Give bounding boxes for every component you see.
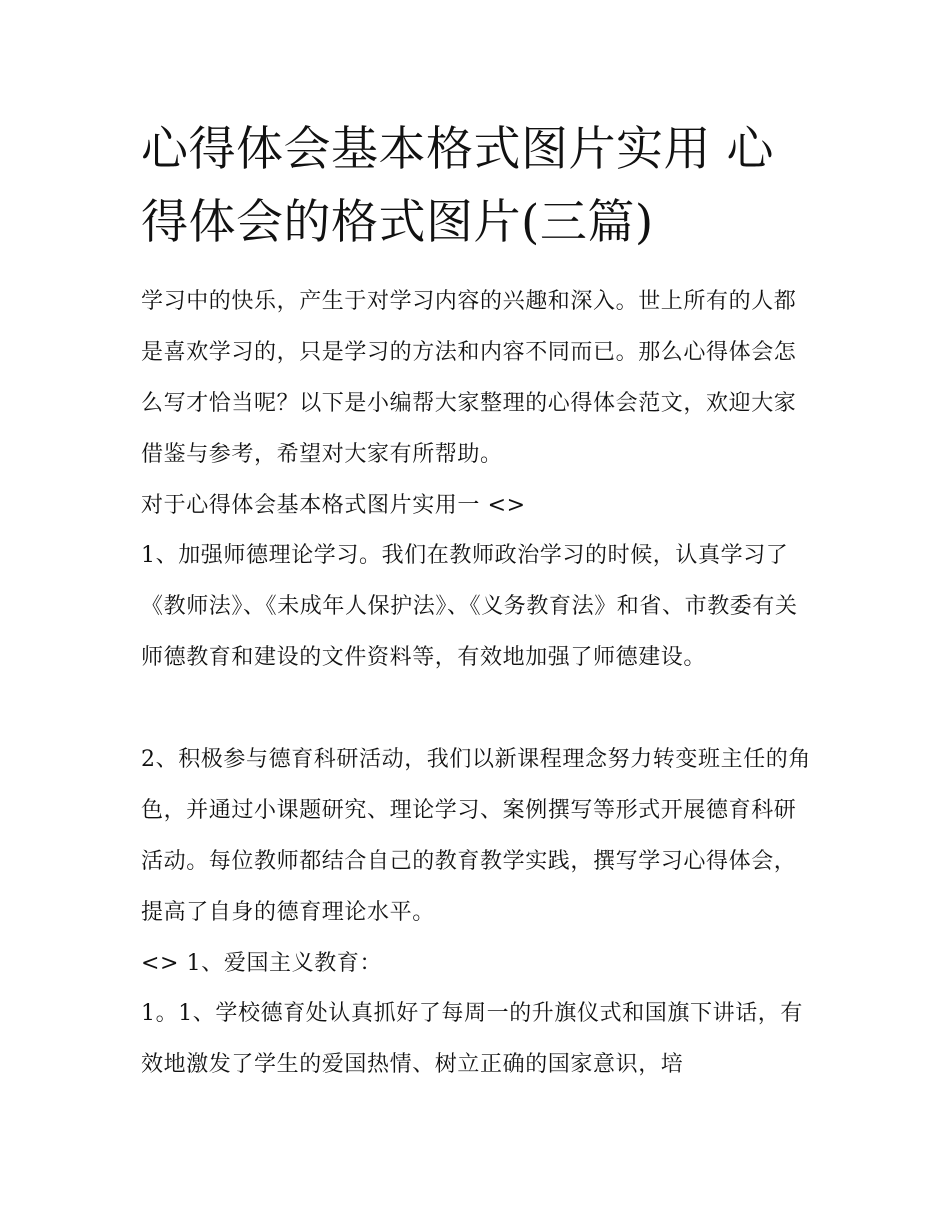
list-item-2: 2、积极参与德育科研活动，我们以新课程理念努力转变班主任的角色，并通过小课题研究、理论学习、案例撰写等形式开展德育科研活动。每位教师都结合自己的教育教学实践，撰写学习心得体会，提高了自身的德育理论水平。 [141,747,811,925]
list-item-1-1: 1。1、学校德育处认真抓好了每周一的升旗仪式和国旗下讲话，有效地激发了学生的爱国热情、树立正确的国家意识，培 [141,1001,803,1077]
document-title: 心得体会基本格式图片实用 心得体会的格式图片(三篇) [141,122,774,250]
intro-paragraph: 学习中的快乐，产生于对学习内容的兴趣和深入。世上所有的人都是喜欢学习的，只是学习的方法和内容不同而已。那么心得体会怎么写才恰当呢？以下是小编帮大家整理的心得体会范文，欢迎大家借鉴与参考，希望对大家有所帮助。 [141,289,797,467]
section-heading: 对于心得体会基本格式图片实用一 <> [141,493,526,518]
subsection-heading: <> 1、爱国主义教育： [141,951,383,976]
list-item-1: 1、加强师德理论学习。我们在教师政治学习的时候，认真学习了《教师法》、《未成年人保护法》、《义务教育法》和省、市教委有关师德教育和建设的文件资料等，有效地加强了师德建设。 [141,543,798,670]
